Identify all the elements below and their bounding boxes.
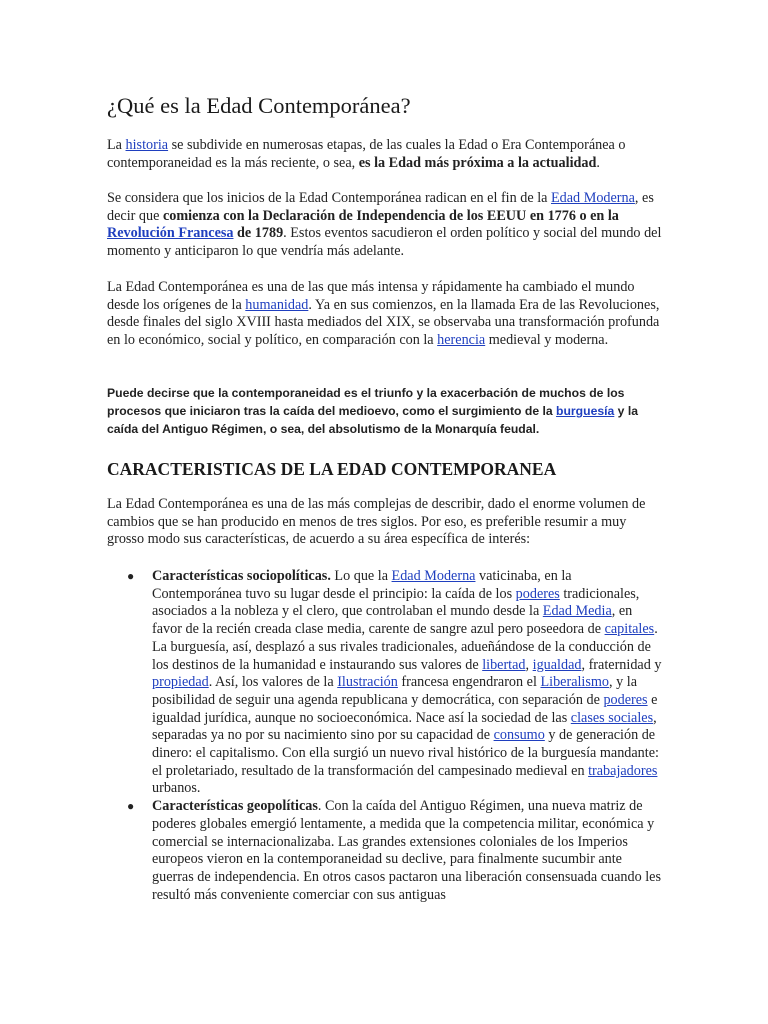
text: vaticinaba, en la Contemporánea tuvo su lugar desde el principio: la caída de los — [152, 568, 572, 602]
link-ilustracion[interactable]: Ilustración — [337, 674, 398, 691]
text: y de generación de dinero: el capitalismo. Con ella surgió un nuevo rival histórico de la burguesía mandante: el proletariado, resultado de la transformación del campesinado medieval en — [152, 727, 659, 779]
paragraph-cambios — [107, 279, 663, 350]
text: , separadas ya no por su nacimiento sino por su capacidad de — [152, 709, 657, 744]
link-liberalismo[interactable]: Liberalismo — [540, 674, 610, 691]
paragraph-intro — [107, 137, 663, 172]
text: , es decir que — [107, 190, 654, 224]
text: tradicionales, asociados a la nobleza y el clero, que controlaban el mundo desde la — [152, 585, 640, 620]
link-clases-sociales[interactable]: clases sociales — [570, 709, 654, 726]
link-humanidad[interactable]: humanidad — [245, 296, 309, 313]
item-title: Características sociopolíticas. — [152, 568, 331, 584]
link-poderes[interactable]: poderes — [515, 585, 560, 602]
text: , fraternidad y — [581, 656, 662, 673]
link-poderes[interactable]: poderes — [603, 691, 648, 708]
bold-text: es la Edad más próxima a la actualidad — [358, 154, 597, 171]
link-revolucion-francesa[interactable]: Revolución Francesa — [107, 225, 234, 242]
list-item-sociopoliticas — [127, 568, 663, 798]
text: La — [107, 137, 126, 153]
paragraph-inicios — [107, 190, 663, 261]
text: Lo que la — [330, 568, 392, 584]
text: , en favor de la recién creada clase media, carente de sangre azul pero poseedora de — [152, 603, 633, 638]
text: Se considera que los inicios de la Edad Contemporánea radican en el fin de la — [107, 190, 551, 206]
text: . Estos eventos sacudieron el orden político y social del mundo del momento y anticiparon lo que vendría más adelante. — [107, 225, 662, 260]
link-historia[interactable]: historia — [125, 137, 169, 153]
link-trabajadores[interactable]: trabajadores — [588, 762, 658, 779]
text: . Ya en sus comienzos, en la llamada Era de las Revoluciones, desde finales del siglo XVIII hasta mediados del XIX, se observaba una transformación profunda en lo económico, social y político, en comparación con la — [107, 296, 660, 349]
link-edad-moderna[interactable]: Edad Moderna — [551, 190, 635, 206]
bold-text: de 1789 — [233, 225, 284, 242]
page-title: ¿Qué es la Edad Contemporánea? — [107, 93, 411, 118]
link-edad-media[interactable]: Edad Media — [542, 603, 612, 620]
text: . — [596, 154, 600, 171]
text: La Edad Contemporánea es una de las que más intensa y rápidamente ha cambiado el mundo desde los orígenes de la — [107, 279, 635, 313]
text: Puede decirse que la contemporaneidad es el triunfo y la exacerbación de muchos de los procesos que iniciaron tras la caída del medioevo, como el surgimiento de la — [107, 386, 625, 418]
item-title: Características geopolíticas — [152, 798, 318, 815]
text: . La burguesía, así, desplazó a sus rivales tradicionales, adueñándose de la conducción de los destinos de la humanidad e instaurando sus valores de — [152, 621, 658, 673]
link-edad-moderna[interactable]: Edad Moderna — [391, 568, 476, 584]
paragraph-caracteristicas-intro: La Edad Contemporánea es una de las más complejas de describir, dado el enorme volumen de cambios que se han producido en menos de tres siglos. Por eso, es preferible resumir a muy grosso modo sus características, de acuerdo a su área específica de interés: — [107, 496, 646, 548]
link-burguesia[interactable]: burguesía — [556, 403, 615, 418]
text: y la caída del Antiguo Régimen, o sea, del absolutismo de la Monarquía feudal. — [107, 403, 639, 436]
text: , — [525, 656, 533, 673]
text: urbanos. — [152, 780, 201, 797]
text: se subdivide en numerosas etapas, de las cuales la Edad o Era Contemporánea o contemporaneidad es la más reciente, o sea, — [107, 137, 626, 171]
paragraph-triunfo — [107, 385, 663, 438]
bullet-icon: ● — [127, 799, 135, 814]
link-capitales[interactable]: capitales — [604, 621, 655, 638]
text: . Así, los valores de la — [208, 674, 338, 691]
text: . Con la caída del Antiguo Régimen, una nueva matriz de poderes globales emergió lentamente, a medida que la competencia militar, económica y comercial se internacionalizaba. Las grandes extensiones coloniales de los Imperios europeos vieron en la contemporaneidad su declive, para finalmente sucumbir ante guerras de independencia. En otros casos pactaron una liberación consensuada cuando les resultó más conveniente comerciar con sus antiguas — [152, 798, 661, 903]
link-consumo[interactable]: consumo — [493, 727, 545, 744]
list-item-geopoliticas — [127, 798, 663, 904]
link-herencia[interactable]: herencia — [437, 332, 486, 349]
characteristics-list — [107, 568, 663, 904]
text: , y la posibilidad de seguir una agenda republicana y democrática, con separación de — [152, 674, 638, 708]
text: medieval y moderna. — [485, 332, 609, 349]
bold-text: comienza con la Declaración de Independencia de los EEUU en 1776 o en la — [162, 207, 619, 224]
text: francesa engendraron el — [397, 674, 541, 691]
section-heading: CARACTERISTICAS DE LA EDAD CONTEMPORANEA — [107, 459, 557, 479]
link-libertad[interactable]: libertad — [482, 656, 526, 673]
link-igualdad[interactable]: igualdad — [532, 656, 582, 673]
bullet-icon: ● — [127, 569, 135, 583]
link-propiedad[interactable]: propiedad — [152, 674, 209, 691]
text: e igualdad jurídica, aunque no socioeconómica. Nace así la sociedad de las — [152, 691, 658, 726]
